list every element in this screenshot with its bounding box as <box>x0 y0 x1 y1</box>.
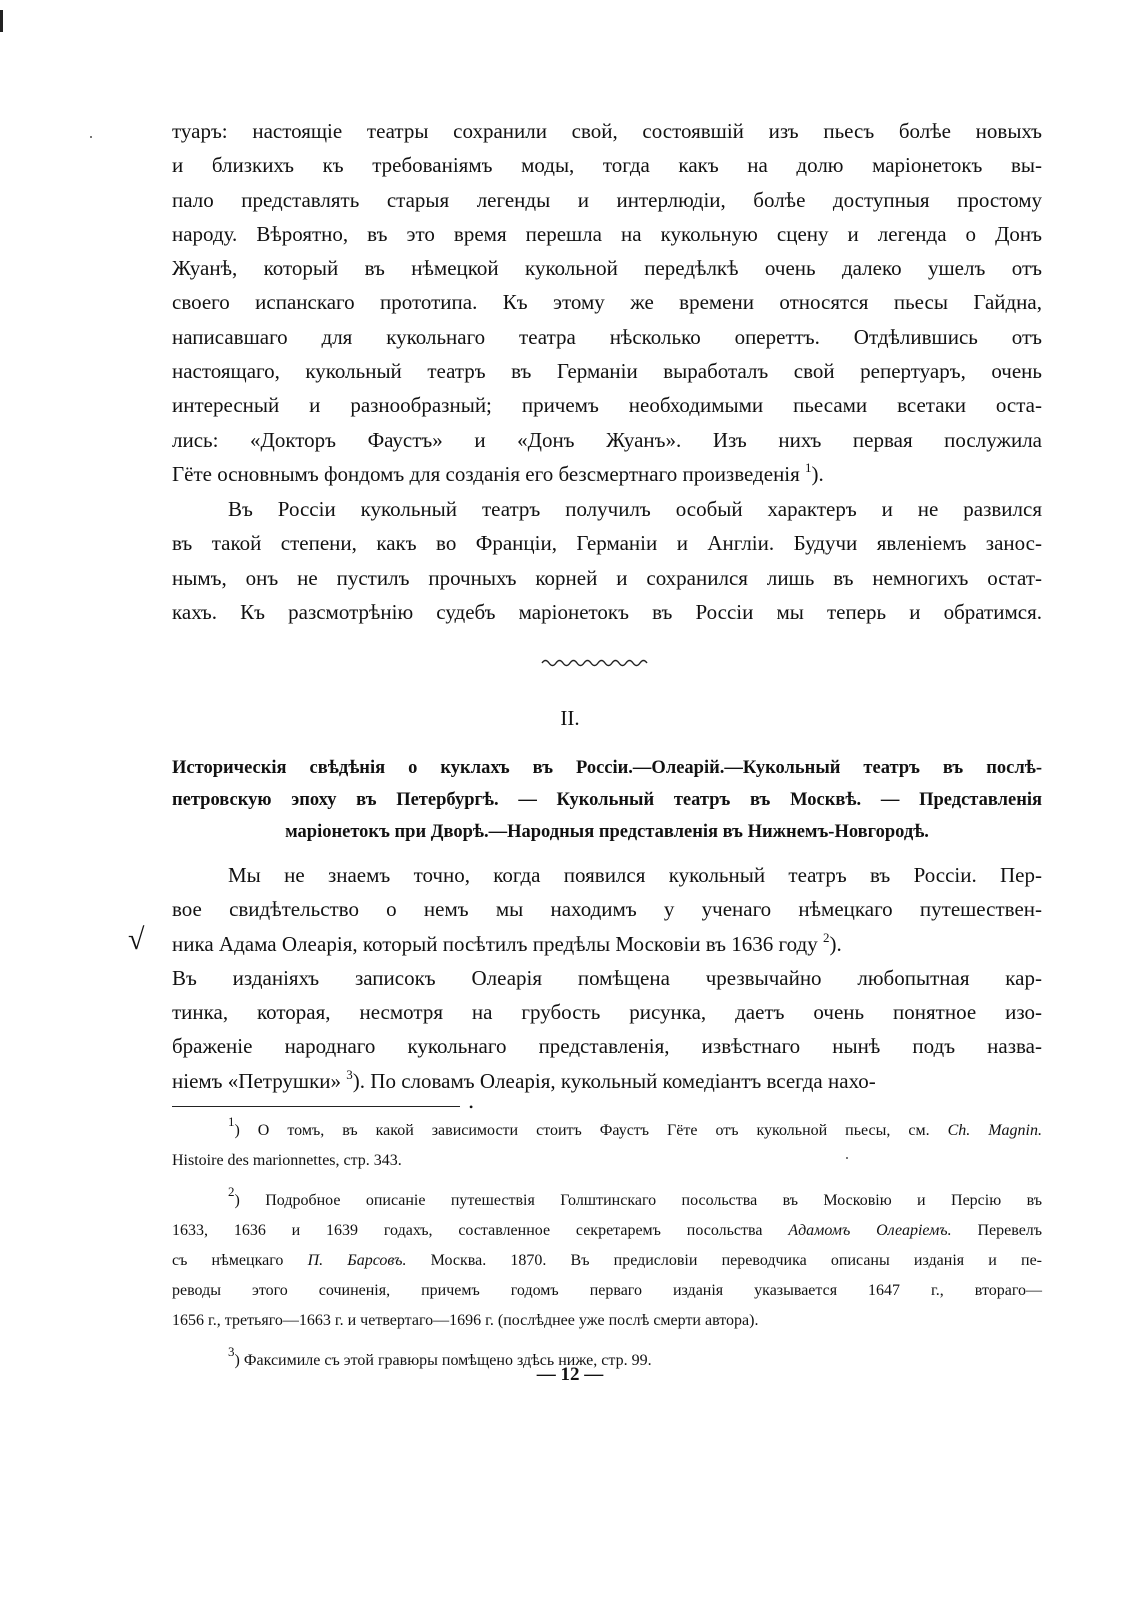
text-line: написавшаго для кукольнаго театра нѣсколько опереттъ. Отдѣлившись отъ <box>172 324 1042 349</box>
text-line: тинка, которая, несмотря на грубость рисунка, даетъ очень понятное изо- <box>172 1000 1042 1025</box>
footnote-2-line <box>172 1216 1042 1246</box>
footnote-ref-3[interactable]: 3 <box>346 1066 353 1082</box>
paragraph-2 <box>172 492 1042 629</box>
text-line: народу. Вѣроятно, въ это время перешла на кукольную сцену и легенда о Донъ <box>172 221 1042 246</box>
text-segment: Москва. 1870. Въ предисловіи переводчика описаны изданія и пе- <box>430 1252 1043 1269</box>
text-line: въ такой степени, какъ во Франціи, Германіи и Англіи. Будучи явленіемъ занос- <box>172 531 1042 556</box>
wavy-divider-ornament <box>540 656 652 670</box>
author-citation: Ch. Magnin. <box>947 1122 1042 1139</box>
footnote-ref-2[interactable]: 2 <box>822 929 830 945</box>
footnote-2-marker: 2 <box>228 1184 235 1199</box>
paragraph-1 <box>172 114 1042 491</box>
text-line: нымъ, онъ не пустилъ прочныхъ корней и сохранился лишь въ немногихъ остат- <box>172 565 1042 590</box>
text-line: своего испанскаго прототипа. Къ этому же времени относятся пьесы Гайдна, <box>172 290 1042 315</box>
text-segment: ). <box>829 931 842 956</box>
footnote-3-marker: 3 <box>228 1344 235 1359</box>
text-line: Мы не знаемъ точно, когда появился кукольный театръ въ Россіи. Пер- <box>228 863 1042 887</box>
text-segment: ника Адама Олеарія, который посѣтилъ предѣлы Московіи въ 1636 году <box>172 931 818 956</box>
check-mark-annotation: √ <box>128 923 145 956</box>
footnote-2-line <box>172 1246 1042 1276</box>
summary-line: Историческія свѣдѣнія о куклахъ въ Россіи.—Олеарій.—Кукольный театръ въ послѣ- <box>172 758 1042 778</box>
text-line <box>172 1064 1042 1098</box>
text-line: кахъ. Къ разсмотрѣнію судебъ маріонетокъ въ Россіи мы теперь и обратимся. <box>172 599 1042 624</box>
text-line: настоящаго, кукольный театръ въ Германіи выработалъ свой репертуаръ, очень <box>172 359 1042 384</box>
footnote-separator-dot: • <box>469 1100 474 1114</box>
text-segment: съ нѣмецкаго <box>172 1252 284 1269</box>
text-segment: Перевелъ <box>977 1222 1043 1239</box>
author-name: Адамомъ Олеаріемъ. <box>788 1222 952 1239</box>
footnote-2-line <box>172 1186 1042 1216</box>
scan-edge-mark <box>0 10 3 32</box>
page-number: — 12 — <box>536 1364 604 1385</box>
text-line: туаръ: настоящіе театры сохранили свой, состоявшій изъ пьесъ болѣе новыхъ <box>172 119 1042 143</box>
footnote-1-line <box>172 1116 1042 1146</box>
summary-line: маріонетокъ при Дворѣ.—Народныя представленія въ Нижнемъ-Новгородѣ. <box>285 822 929 842</box>
text-line: Въ Россіи кукольный театръ получилъ особый характеръ и не развился <box>228 497 1042 521</box>
text-segment: ). <box>811 461 824 486</box>
footnote-ref-1[interactable]: 1 <box>805 459 812 475</box>
text-line <box>172 457 1042 491</box>
scan-speck <box>90 136 92 138</box>
text-segment: ) Подробное описаніе путешествія Голштинскаго посольства въ Московію и Персію въ <box>234 1192 1042 1209</box>
footnote-1-line: Histoire des marionnettes, стр. 343. <box>172 1152 402 1169</box>
text-segment: ) О томъ, въ какой зависимости стоитъ Фаустъ Гёте отъ кукольной пьесы, см. <box>234 1122 930 1139</box>
footnote-1-marker: 1 <box>228 1114 235 1129</box>
section-paragraph <box>172 858 1042 1098</box>
text-line: пало представлять старыя легенды и интерлюдіи, болѣе доступныя простому <box>172 187 1042 212</box>
text-segment: 1633, 1636 и 1639 годахъ, составленное секретаремъ посольства <box>172 1222 763 1239</box>
translator-name: П. Барсовъ. <box>307 1252 407 1269</box>
section-summary <box>172 752 1042 848</box>
footnote-separator <box>172 1106 460 1107</box>
text-segment: ніемъ «Петрушки» <box>172 1068 342 1093</box>
footnotes <box>172 1116 1042 1376</box>
section-number: II. <box>560 706 580 730</box>
text-line: лись: «Докторъ Фаустъ» и «Донъ Жуанъ». Изъ нихъ первая послужила <box>172 427 1042 452</box>
text-line: Въ изданіяхъ записокъ Олеарія помѣщена чрезвычайно любопытная кар- <box>172 965 1042 990</box>
text-line: и близкихъ къ требованіямъ моды, тогда какъ на долю маріонетокъ вы- <box>172 153 1042 178</box>
footnote-2-line: 1656 г., третьяго—1663 г. и четвертаго—1696 г. (послѣднее уже послѣ смерти автора). <box>172 1312 759 1329</box>
text-line: интересный и разнообразный; причемъ необходимыми пьесами всетаки оста- <box>172 393 1042 418</box>
text-line: вое свидѣтельство о немъ мы находимъ у ученаго нѣмецкаго путешествен- <box>172 897 1042 922</box>
text-segment: ) Факсимиле съ этой гравюры помѣщено здѣсь ниже, стр. 99. <box>234 1352 652 1369</box>
text-line: Жуанѣ, который въ нѣмецкой кукольной передѣлкѣ очень далеко ушелъ отъ <box>172 256 1042 281</box>
text-line <box>172 927 1042 961</box>
summary-line: петровскую эпоху въ Петербургѣ. — Кукольный театръ въ Москвѣ. — Представленія <box>172 790 1042 810</box>
text-segment: Гёте основнымъ фондомъ для созданія его безсмертнаго произведенія <box>172 461 800 486</box>
text-segment: ). По словамъ Олеарія, кукольный комедіантъ всегда нахо- <box>352 1068 876 1093</box>
text-line: браженіе народнаго кукольнаго представленія, извѣстнаго нынѣ подъ назва- <box>172 1034 1042 1059</box>
footnote-2-line: реводы этого сочиненія, причемъ годомъ перваго изданія указывается 1647 г., втораго— <box>172 1282 1042 1299</box>
